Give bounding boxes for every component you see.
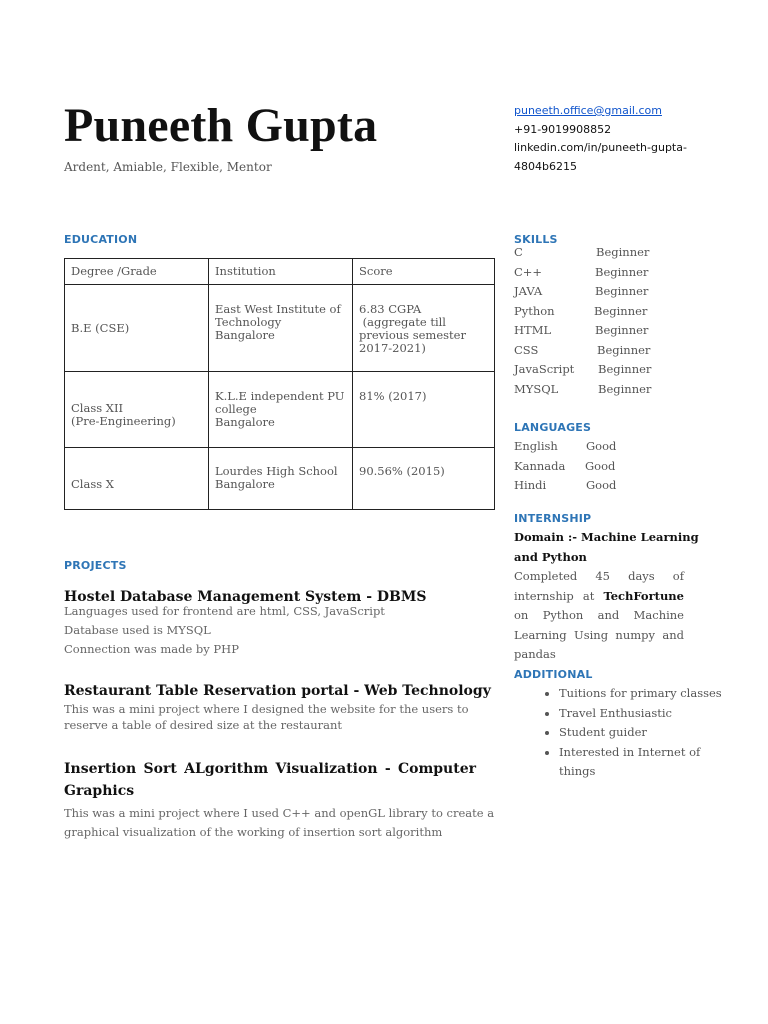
score-line: (aggregate till xyxy=(359,315,446,329)
skill-level: Beginner xyxy=(595,284,649,298)
language-level: Good xyxy=(586,478,617,492)
skill-name: C xyxy=(514,245,523,259)
list-item xyxy=(514,476,616,496)
linkedin-url-line1: linkedin.com/in/puneeth-gupta- xyxy=(514,141,687,154)
score-line: 2017-2021) xyxy=(359,341,426,355)
score-line: previous semester xyxy=(359,328,466,342)
skill-name: MYSQL xyxy=(514,381,559,396)
internship-text-post: on Python and Machine Learning Using numpy and pandas xyxy=(514,608,684,661)
list-item xyxy=(514,243,651,263)
score-line: 6.83 CGPA xyxy=(359,302,422,316)
tagline: Ardent, Amiable, Flexible, Mentor xyxy=(64,160,272,174)
degree-cell xyxy=(65,372,209,448)
project-line: Database used is MYSQL xyxy=(64,623,211,637)
list-item: • Student guider xyxy=(559,723,739,743)
list-item xyxy=(514,437,616,457)
internship-block xyxy=(514,528,699,665)
project-line: Languages used for frontend are html, CSS, JavaScript xyxy=(64,604,385,618)
institution-cell xyxy=(209,372,353,448)
language-name: English xyxy=(514,439,558,453)
list-item xyxy=(514,341,651,361)
skills-heading: SKILLS xyxy=(514,233,558,246)
institution-line: college xyxy=(215,402,257,416)
internship-text-pre: Completed 45 days of internship at xyxy=(514,569,684,603)
list-item: • Travel Enthusiastic xyxy=(559,704,739,724)
col-header-score: Score xyxy=(353,259,495,285)
contact-block xyxy=(514,101,687,176)
additional-list xyxy=(514,684,739,782)
table-row xyxy=(65,448,495,510)
degree-text: (Pre-Engineering) xyxy=(71,414,176,428)
list-item xyxy=(514,302,651,322)
project-line: This was a mini project where I used C++ and openGL library to create a xyxy=(64,806,495,820)
phone-number: +91-9019908852 xyxy=(514,123,612,136)
linkedin-url-line2: 4804b6215 xyxy=(514,160,577,173)
skill-name: HTML xyxy=(514,323,552,337)
institution-line: Lourdes High School xyxy=(215,464,338,478)
skill-name: C++ xyxy=(514,264,543,279)
list-item xyxy=(514,321,651,341)
project-line: graphical visualization of the working of insertion sort algorithm xyxy=(64,825,443,839)
skill-level: Beginner xyxy=(594,303,648,318)
internship-company: TechFortune xyxy=(603,588,684,603)
institution-line: East West Institute of xyxy=(215,302,341,316)
language-name: Hindi xyxy=(514,478,547,492)
degree-text: Class XII xyxy=(71,401,124,415)
institution-cell xyxy=(209,448,353,510)
candidate-name: Puneeth Gupta xyxy=(64,99,378,152)
project-line: This was a mini project where I designed the website for the users to xyxy=(64,702,469,716)
list-item: • Interested in Internet of things xyxy=(559,743,739,782)
degree-text: Class X xyxy=(71,477,114,491)
skill-level: Beginner xyxy=(596,245,650,259)
education-table xyxy=(64,258,495,510)
degree-text: B.E (CSE) xyxy=(71,320,130,335)
skill-name: JAVA xyxy=(514,284,543,298)
project-title: Insertion Sort ALgorithm Visualization - Computer xyxy=(64,761,476,777)
list-item xyxy=(514,380,651,400)
language-level: Good xyxy=(586,439,617,453)
additional-heading: ADDITIONAL xyxy=(514,668,593,681)
language-level: Good xyxy=(585,458,616,473)
institution-line: K.L.E independent PU xyxy=(215,389,345,403)
list-item xyxy=(514,282,651,302)
languages-heading: LANGUAGES xyxy=(514,421,592,434)
internship-domain-line1: Domain :- Machine Learning xyxy=(514,530,699,544)
internship-domain-line2: and Python xyxy=(514,549,587,564)
institution-line: Bangalore xyxy=(215,477,275,491)
degree-cell xyxy=(65,285,209,372)
list-item xyxy=(514,263,651,283)
col-header-degree: Degree /Grade xyxy=(65,259,209,285)
project-title: Restaurant Table Reservation portal - Web Technology xyxy=(64,683,491,699)
score-cell xyxy=(353,285,495,372)
degree-cell xyxy=(65,448,209,510)
table-row xyxy=(65,372,495,448)
table-row xyxy=(65,285,495,372)
project-line: Connection was made by PHP xyxy=(64,642,239,656)
institution-line: Bangalore xyxy=(215,415,275,429)
internship-heading: INTERNSHIP xyxy=(514,512,592,525)
skill-level: Beginner xyxy=(598,381,652,396)
score-line: 90.56% (2015) xyxy=(359,464,445,478)
list-item xyxy=(514,360,651,380)
education-table-header xyxy=(65,259,495,285)
project-title: Hostel Database Management System - DBMS xyxy=(64,589,427,605)
skill-name: Python xyxy=(514,303,555,318)
project-line: reserve a table of desired size at the restaurant xyxy=(64,718,343,732)
score-cell xyxy=(353,372,495,448)
institution-cell xyxy=(209,285,353,372)
skill-name: JavaScript xyxy=(514,362,575,376)
internship-description xyxy=(514,567,684,665)
institution-line: Technology xyxy=(215,315,282,329)
col-header-institution: Institution xyxy=(209,259,353,285)
score-line: 81% (2017) xyxy=(359,389,427,403)
project-insertion-sort xyxy=(64,758,495,842)
skill-level: Beginner xyxy=(597,342,651,357)
email-link[interactable]: puneeth.office@gmail.com xyxy=(514,104,662,117)
list-item: • Tuitions for primary classes xyxy=(559,684,739,704)
institution-line: Bangalore xyxy=(215,328,275,342)
project-hostel-dbms xyxy=(64,589,476,659)
skill-level: Beginner xyxy=(598,362,652,376)
skill-level: Beginner xyxy=(595,323,649,337)
languages-list xyxy=(514,437,616,496)
project-restaurant-portal xyxy=(64,683,491,733)
project-title-line2: Graphics xyxy=(64,783,135,799)
skill-name: CSS xyxy=(514,342,539,357)
skills-list xyxy=(514,243,651,399)
skill-level: Beginner xyxy=(595,264,649,279)
list-item xyxy=(514,457,616,477)
language-name: Kannada xyxy=(514,458,566,473)
education-heading: EDUCATION xyxy=(64,233,138,246)
score-cell xyxy=(353,448,495,510)
projects-heading: PROJECTS xyxy=(64,559,127,572)
